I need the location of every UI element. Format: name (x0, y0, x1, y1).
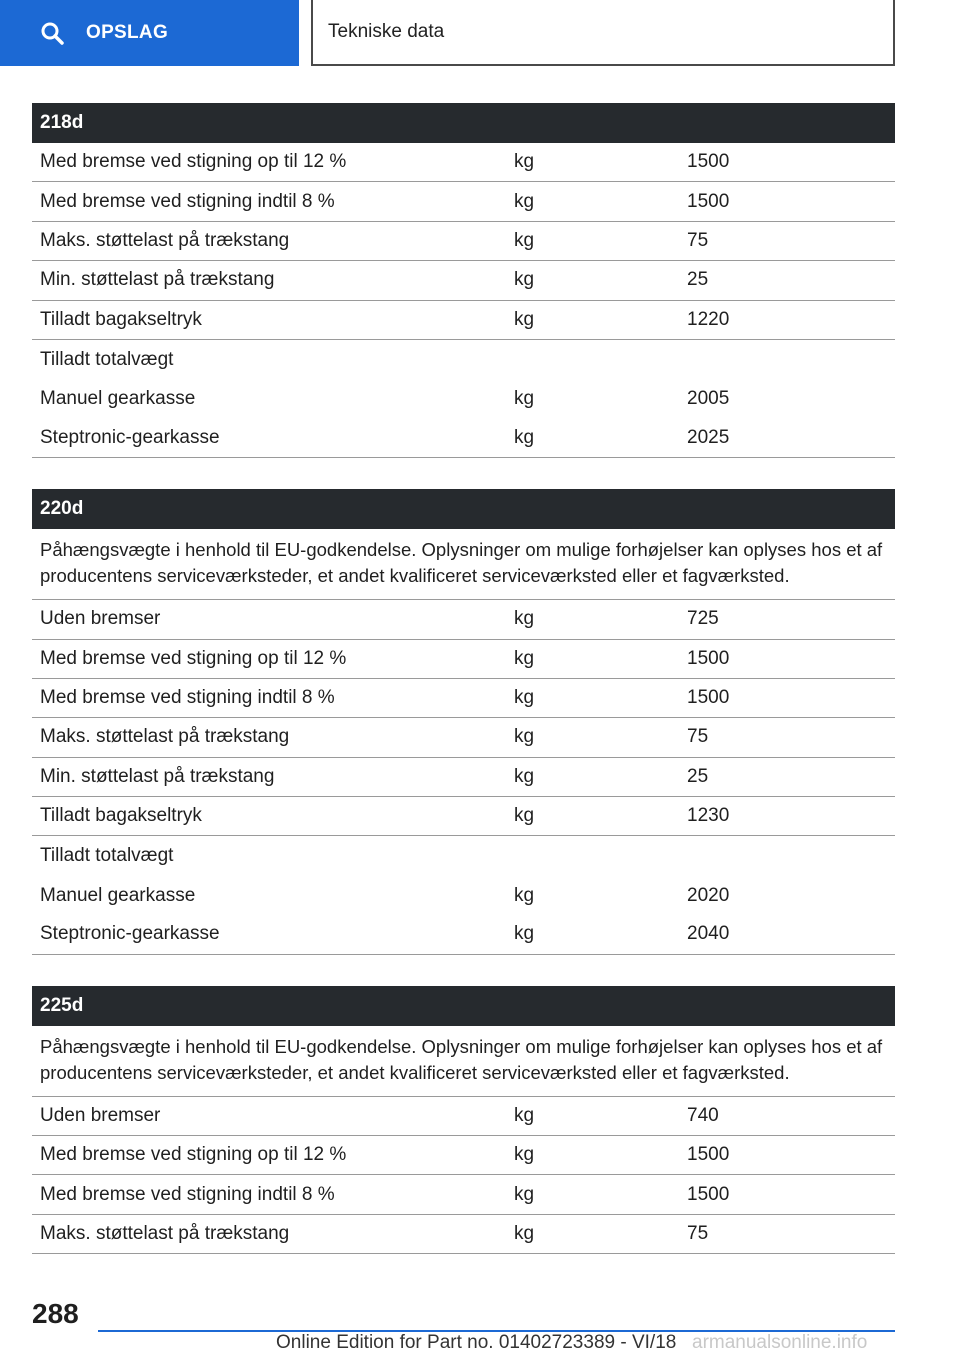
row-label: Tilladt totalvægt (40, 348, 174, 370)
table-row (32, 640, 895, 679)
row-label: Maks. støttelast på trækstang (40, 229, 290, 251)
watermark: armanualsonline.info (692, 1332, 868, 1353)
row-unit: kg (514, 726, 535, 748)
table-row (32, 600, 895, 639)
content (32, 103, 895, 1285)
row-label: Uden bremser (40, 1104, 161, 1126)
row-unit: kg (514, 608, 535, 630)
table-row (32, 301, 895, 340)
search-icon (40, 21, 64, 45)
row-label: Tilladt bagakseltryk (40, 805, 202, 827)
row-value: 1500 (687, 190, 730, 212)
row-value: 725 (687, 608, 719, 630)
row-label: Maks. støttelast på trækstang (40, 1223, 290, 1244)
row-unit: kg (514, 1183, 535, 1205)
row-unit: kg (514, 687, 535, 709)
row-label: Med bremse ved stigning op til 12 % (40, 1144, 347, 1166)
table-header: 218d (32, 103, 895, 143)
row-unit: kg (514, 229, 535, 251)
table-row (32, 876, 895, 915)
table-row (32, 758, 895, 797)
page-number: 288 (32, 1298, 79, 1329)
row-value: 25 (687, 269, 709, 291)
table-row (32, 1175, 895, 1214)
row-label: Med bremse ved stigning op til 12 % (40, 647, 347, 669)
row-label: Steptronic-gearkasse (40, 923, 220, 945)
table-row (32, 419, 895, 458)
row-label: Manuel gearkasse (40, 884, 196, 906)
edition-text: Online Edition for Part no. 01402723389 - VI/18 (276, 1332, 677, 1353)
row-label: Med bremse ved stigning indtil 8 % (40, 190, 335, 212)
table-note: Påhængsvægte i henhold til EU-godkendelse. Oplysninger om mulige forhøjelser kan oplyses hos et af producentens serviceværksteder, et andet kvalificeret serviceværksted eller et fagværksted. (32, 529, 895, 600)
row-unit: kg (514, 765, 535, 787)
spec-table-218d (32, 103, 895, 458)
row-unit: kg (514, 190, 535, 212)
row-label: Med bremse ved stigning indtil 8 % (40, 687, 335, 709)
row-value: 2020 (687, 884, 730, 906)
row-value: 75 (687, 1223, 709, 1244)
row-value: 1230 (687, 805, 730, 827)
table-row (32, 1136, 895, 1175)
table-row (32, 340, 895, 379)
row-unit: kg (514, 388, 535, 410)
table-row (32, 1097, 895, 1136)
table-note: Påhængsvægte i henhold til EU-godkendelse. Oplysninger om mulige forhøjelser kan oplyses hos et af producentens serviceværksteder, et andet kvalificeret serviceværksted eller et fagværksted. (32, 1026, 895, 1097)
row-label: Maks. støttelast på trækstang (40, 726, 290, 748)
row-value: 2005 (687, 388, 730, 410)
row-value: 75 (687, 229, 709, 251)
row-value: 740 (687, 1104, 719, 1126)
row-label: Min. støttelast på trækstang (40, 269, 275, 291)
row-value: 2025 (687, 426, 730, 448)
row-value: 75 (687, 726, 709, 748)
row-value: 1500 (687, 647, 730, 669)
row-unit: kg (514, 805, 535, 827)
row-unit: kg (514, 1104, 535, 1126)
table-row (32, 1215, 895, 1254)
row-label: Steptronic-gearkasse (40, 426, 220, 448)
table-row (32, 679, 895, 718)
table-row (32, 718, 895, 757)
row-value: 1500 (687, 1144, 730, 1166)
search-button-label: OPSLAG (86, 22, 169, 43)
table-row (32, 261, 895, 300)
spec-table-220d (32, 489, 895, 955)
row-value: 1500 (687, 687, 730, 709)
table-row (32, 379, 895, 418)
section-tab[interactable] (311, 0, 895, 66)
row-unit: kg (514, 426, 535, 448)
row-label: Manuel gearkasse (40, 388, 196, 410)
row-unit: kg (514, 1144, 535, 1166)
top-bar (0, 0, 960, 66)
row-unit: kg (514, 151, 535, 173)
row-label: Uden bremser (40, 608, 161, 630)
table-row (32, 143, 895, 182)
table-row (32, 182, 895, 221)
table-header: 220d (32, 489, 895, 529)
row-label: Min. støttelast på trækstang (40, 765, 275, 787)
row-value: 1500 (687, 151, 730, 173)
row-unit: kg (514, 647, 535, 669)
row-unit: kg (514, 269, 535, 291)
row-label: Med bremse ved stigning op til 12 % (40, 151, 347, 173)
row-unit: kg (514, 308, 535, 330)
row-label: Tilladt bagakseltryk (40, 308, 202, 330)
table-row (32, 836, 895, 875)
row-value: 1500 (687, 1183, 730, 1205)
row-value: 2040 (687, 923, 730, 945)
row-value: 1220 (687, 308, 730, 330)
table-row (32, 222, 895, 261)
row-value: 25 (687, 765, 709, 787)
table-row (32, 797, 895, 836)
row-unit: kg (514, 923, 535, 945)
table-header: 225d (32, 986, 895, 1026)
footer (0, 1290, 960, 1362)
row-label: Tilladt totalvægt (40, 845, 174, 867)
row-label: Med bremse ved stigning indtil 8 % (40, 1183, 335, 1205)
search-button[interactable] (0, 0, 299, 66)
row-unit: kg (514, 1223, 535, 1244)
table-row (32, 915, 895, 954)
spec-table-225d (32, 986, 895, 1255)
row-unit: kg (514, 884, 535, 906)
section-title: Tekniske data (328, 21, 445, 42)
